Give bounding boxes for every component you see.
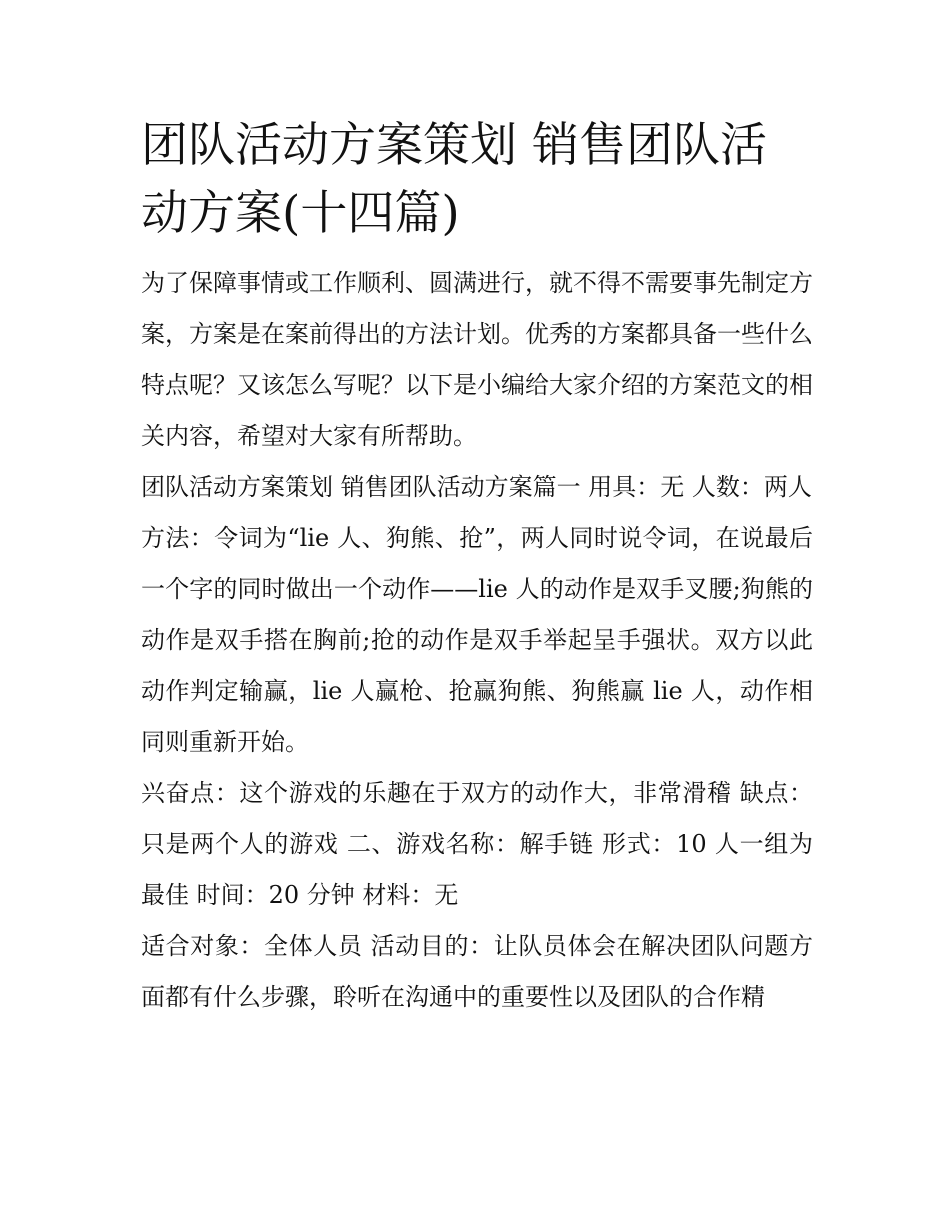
paragraph-section-one-header: 团队活动方案策划 销售团队活动方案篇一 用具：无 人数：两人 (141, 473, 812, 501)
paragraph-target-audience: 适合对象：全体人员 活动目的：让队员体会在解决团队问题方面都有什么步骤，聆听在沟通中的重要性以及团队的合作精 (141, 932, 813, 1011)
paragraph-intro: 为了保障事情或工作顺利、圆满进行，就不得不需要事先制定方案，方案是在案前得出的方法计划。优秀的方案都具备一些什么特点呢？又该怎么写呢？以下是小编给大家介绍的方案范文的相关内容，希望对大家有所帮助。 (141, 269, 813, 450)
document-page (141, 112, 813, 1023)
paragraph-method: 方法：令词为“lie 人、狗熊、抢”，两人同时说令词，在说最后一个字的同时做出一个动作——lie 人的动作是双手叉腰;狗熊的动作是双手搭在胸前;抢的动作是双手举起呈手强状。双方以此动作判定输赢，lie 人赢枪、抢赢狗熊、狗熊赢 lie 人，动作相同则重新开始。 (141, 524, 813, 756)
paragraph-excitement-point: 兴奋点：这个游戏的乐趣在于双方的动作大，非常滑稽 缺点：只是两个人的游戏 二、游戏名称：解手链 形式：10 人一组为最佳 时间：20 分钟 材料：无 (141, 779, 813, 909)
document-title: 团队活动方案策划 销售团队活动方案(十四篇) (141, 118, 767, 241)
